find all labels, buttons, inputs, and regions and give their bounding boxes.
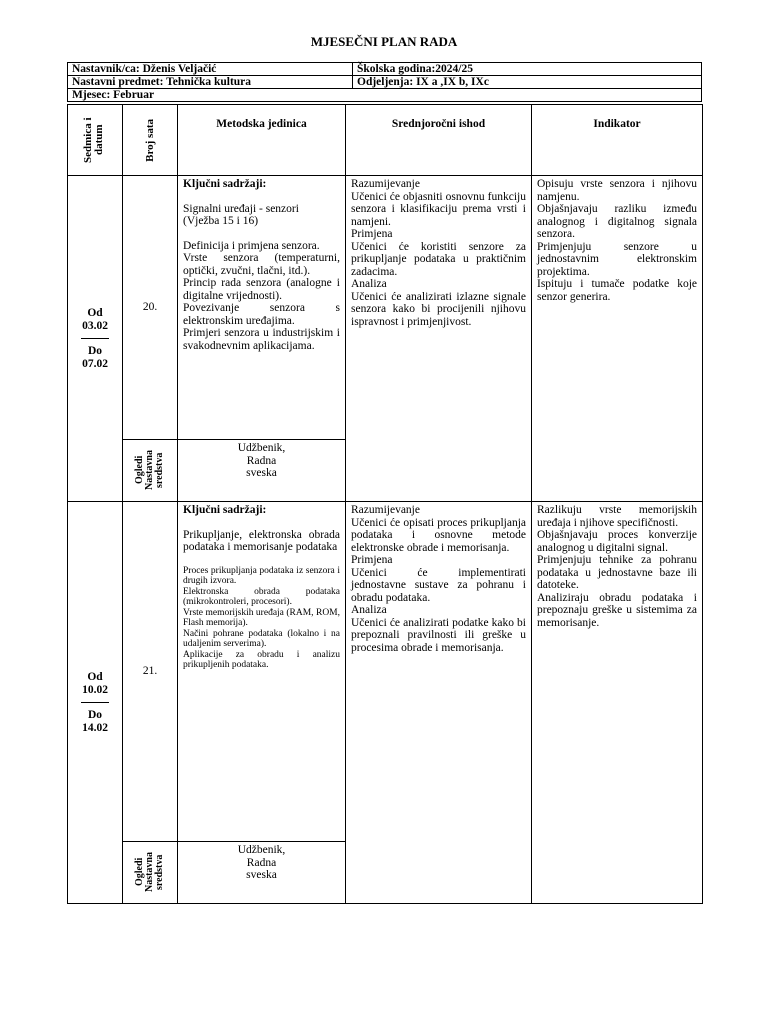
key-content-title: Ključni sadržaji: bbox=[183, 178, 267, 190]
date-divider bbox=[81, 338, 109, 339]
school-year-cell: Školska godina:2024/25 bbox=[353, 63, 702, 76]
unit-title: Signalni uređaji - senzori (Vježba 15 i 16) bbox=[183, 202, 299, 227]
indicator-cell: Opisuju vrste senzora i njihovu namjenu. Objašnjavaju razliku između analognog i digitalnog signala senzora. Primjenjuju senzore u jednostavnim elektronskim projektima. Ispituju i tumače podatke koje senzor generira. bbox=[532, 176, 703, 502]
resources-label-cell: Ogledi Nastavna sredstva bbox=[123, 842, 178, 904]
classes-cell: Odjeljenja: IX a ,IX b, IXc bbox=[353, 76, 702, 89]
outcome-cell: Razumijevanje Učenici će objasniti osnovnu funkciju senzora i klasifikaciju prema vrsti i namjeni. Primjena Učenici će koristiti senzore za prikupljanje podataka u praktičnim zadacima. Analiza Učenici će analizirati izlazne signale senzora kako bi procijenili njihovu ispravnost i primjenjivost. bbox=[346, 176, 532, 502]
outcome-cell: Razumijevanje Učenici će opisati proces prikupljanja podataka i osnovne metode elektronske obrade i memorisanja. Primjena Učenici će implementirati jednostavne sustave za pohranu i obradu podataka. Analiza Učenici će analizirati podatke kako bi prepoznali pravilnosti ili greške u procesima obrade i memorisanja. bbox=[346, 502, 532, 904]
plan-table bbox=[67, 104, 703, 904]
week-date-cell bbox=[68, 502, 123, 904]
date-from: Od 10.02 bbox=[82, 671, 108, 696]
key-content-title: Ključni sadržaji: bbox=[183, 504, 267, 516]
table-row bbox=[68, 176, 703, 440]
col-outcome-header: Srednjoročni ishod bbox=[346, 105, 532, 176]
unit-cell bbox=[178, 502, 346, 842]
month-cell: Mjesec: Februar bbox=[68, 89, 702, 102]
resources-cell: Udžbenik, Radna sveska bbox=[178, 440, 346, 502]
col-hours-header: Broj sata bbox=[123, 105, 178, 176]
date-divider bbox=[81, 702, 109, 703]
teacher-cell: Nastavnik/ca: Dženis Veljačić bbox=[68, 63, 353, 76]
resources-cell: Udžbenik, Radna sveska bbox=[178, 842, 346, 904]
date-to: Do 07.02 bbox=[82, 345, 108, 370]
col-indicator-header: Indikator bbox=[532, 105, 703, 176]
unit-title: Prikupljanje, elektronska obrada podataka i memorisanje podataka bbox=[183, 528, 340, 553]
unit-body: Proces prikupljanja podataka iz senzora i drugih izvora. Elektronska obrada podataka (mikrokontroleri, procesori). Vrste memorijskih uređaja (RAM, ROM, Flash memorija). Načini pohrane podataka (lokalno i na udaljenim serverima). Aplikacije za obradu i analizu prikupljenih podataka. bbox=[183, 565, 340, 670]
col-week-header: Sedmica i datum bbox=[68, 105, 123, 176]
resources-label-cell: Ogledi Nastavna sredstva bbox=[123, 440, 178, 502]
col-unit-header: Metodska jedinica bbox=[178, 105, 346, 176]
hour-number: 21. bbox=[123, 502, 178, 842]
column-header-row bbox=[68, 105, 703, 176]
indicator-cell: Razlikuju vrste memorijskih uređaja i njihove specifičnosti. Objašnjavaju proces konverzije analognog u digitalni signal. Primjenjuju tehnike za pohranu podataka u jednostavne baze ili datoteke. Analiziraju obradu podataka i prepoznaju greške u sistemima za memorisanje. bbox=[532, 502, 703, 904]
date-to: Do 14.02 bbox=[82, 709, 108, 734]
week-date-cell bbox=[68, 176, 123, 502]
subject-cell: Nastavni predmet: Tehnička kultura bbox=[68, 76, 353, 89]
unit-cell bbox=[178, 176, 346, 440]
table-row bbox=[68, 502, 703, 842]
header-table bbox=[67, 62, 702, 102]
unit-body: Definicija i primjena senzora. Vrste senzora (temperaturni, optički, zvučni, tlačni, itd.). Princip rada senzora (analogne i digitalne vrijednosti). Povezivanje senzora s elektronskim uređajima. Primjeri senzora u industrijskim i svakodnevnim aplikacijama. bbox=[183, 239, 340, 352]
date-from: Od 03.02 bbox=[82, 307, 108, 332]
page-title: MJESEČNI PLAN RADA bbox=[310, 34, 458, 49]
hour-number: 20. bbox=[123, 176, 178, 440]
